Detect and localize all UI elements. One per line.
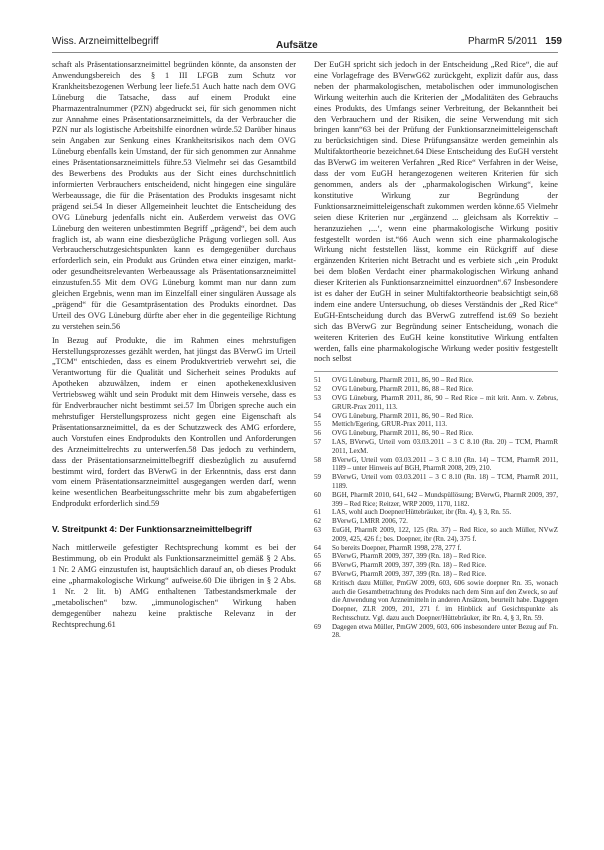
footnote-list: [314, 376, 558, 640]
footnote-text: LAS, wohl auch Doepner/Hüttebräuker, ibr (Rn. 4), § 3, Rn. 55.: [332, 508, 512, 517]
footnote-divider: [314, 371, 558, 372]
footnote-text: OVG Lüneburg, PharmR 2011, 86, 90 – Red Rice – mit krit. Anm. v. Zebrus, GRUR-Prax 2011, 113.: [332, 393, 558, 411]
footnote: [314, 623, 558, 641]
footnote-number: 52: [314, 385, 321, 394]
header-divider: [52, 52, 558, 53]
footnote-text: OVG Lüneburg, PharmR 2011, 86, 90 – Red Rice.: [332, 411, 474, 420]
footnote: [314, 429, 558, 438]
footnote: [314, 394, 558, 412]
body-paragraph: Nach mittlerweile gefestigter Rechtsprechung kommt es bei der Bestimmung, ob ein Produkt als Funktionsarzneimittel gemäß § 2 Abs. 1 Nr. 2 AMG einzustufen ist, hauptsächlich darauf an, ob dieses Produkt eine „pharmakologische Wirkung“ aufweise.60 Die übrigen in § 2 Abs. 1 Nr. 2 lit. b) AMG enthaltenen Tatbestandsmerkmale der „metabolischen“ bzw. „immunologischen“ Wirkung haben demgegenüber nahezu keine praktische Relevanz in der Rechtsprechung.61: [52, 543, 296, 629]
footnote-number: 51: [314, 376, 321, 385]
section-label: Aufsätze: [276, 40, 318, 51]
footnote: [314, 438, 558, 456]
footnote-number: 57: [314, 437, 321, 446]
footnote-number: 54: [314, 411, 321, 420]
footnote: [314, 544, 558, 553]
footnote-text: So bereits Doepner, PharmR 1998, 278, 277 f.: [332, 543, 462, 552]
footnote-text: BVerwG, Urteil vom 03.03.2011 – 3 C 8.10 (Rn. 18) – TCM, PharmR 2011, 1189.: [332, 473, 558, 490]
footnote-text: Dagegen etwa Müller, PmGW 2009, 603, 606 insbesondere unter Bezug auf Fn. 28.: [332, 622, 558, 640]
left-column: [52, 60, 296, 633]
footnote: [314, 552, 558, 561]
footnote-number: 69: [314, 622, 321, 631]
footnote: [314, 491, 558, 509]
footnote-text: OVG Lüneburg, PharmR 2011, 86, 88 – Red Rice.: [332, 385, 474, 394]
footnote: [314, 570, 558, 579]
footnote-text: Mettich/Egering, GRUR-Prax 2011, 113.: [332, 420, 447, 429]
issue-label: PharmR 5/2011: [468, 36, 538, 47]
footnote-text: BVerwG, LMRR 2006, 72.: [332, 517, 408, 526]
footnote-number: 56: [314, 429, 321, 438]
footnote-number: 65: [314, 552, 321, 561]
section-heading: V. Streitpunkt 4: Der Funktionsarzneimittelbegriff: [52, 524, 252, 535]
footnote-text: BVerwG, Urteil vom 03.03.2011 – 3 C 8.10 (Rn. 14) – TCM, PharmR 2011, 1189 – unter Hinweis auf BGH, PharmR 2008, 209, 210.: [332, 455, 558, 473]
footnote-number: 63: [314, 525, 321, 534]
footnote-text: BVerwG, PharmR 2009, 397, 399 (Rn. 18) – Red Rice.: [332, 569, 487, 578]
footnote-text: OVG Lüneburg, PharmR 2011, 86, 90 – Red Rice.: [332, 376, 474, 385]
footnote-number: 53: [314, 393, 321, 402]
footnote-text: Kritisch dazu Müller, PmGW 2009, 603, 606 sowie doepner Rn. 35, wonach auch die Gesamtbetrachtung des Produkts nach dem Sinn auf den Zweck, so auf die Anwendung von Arzneimitteln in anderen Ansätzen, beurteilt habe. Dagegen Doepner, ZLR 2009, 201, 271 f. im Hinblick auf Gesichtspunkte als Rechtsschutz. Vgl. dazu auch Doepner/Hüttebräuker, ibr Rn. 4, § 3, Rn. 59.: [332, 578, 558, 622]
footnote: [314, 517, 558, 526]
footnote-number: 58: [314, 455, 321, 464]
body-paragraph: schaft als Präsentationsarzneimittel begründen könnte, da ansonsten der Anwendungsbereich des § 1 III LFGB zum Schutz vor Krankheitsbezogenen Werbung leer liefe.51 Auch hatte nach dem OVG Lüneburg die Tatsache, dass auf einem Produkt eine Pharmazentralnummer (PZN) abgedruckt sei, für sich genommen nicht zur Annahme eines Präsentationsarzneimittels, da der Verbraucher die PZN nur als logistische Arbeitshilfe einordnen würde.52 Darüber hinaus sein Angaben zur Senkung eines Krankheitsrisikos nach dem OVG Lüneburg ebenfalls kein Umstand, der für sich genommen zur Annahme eines Präsentationsarzneimittels führe.53 Vielmehr sei das Gesamtbild des Bewerbens des Produkts aus der Sicht eines durchschnittlich informierten Verbrauchers entscheidend, nicht hingegen eine singuläre Werbeaussage, die für die Präsentation des Produkts insgesamt nicht prägend sei.54 In dieser Allgemeinheit leuchtet die Entscheidung des OVG Lüneburg jedenfalls nicht ein. Außerdem verweist das OVG Lüneburg den weiteren unbestimmten Begriff „prägend“, bei dem auch fraglich ist, ab wann eine diesbezügliche Prägung vorliegen soll. Aus Verbraucherschutzgesichtspunkten kann es demgegenüber durchaus erforderlich sein, ein Produkt aus Gründen etwa einer einzigen, markt- oder gesundheitsrelevanten Werbeaussage als Präsentationsarzneimittel einzustufen.55 Mit dem OVG Lüneburg kommt man nur dann zum gleichen Ergebnis, wenn man im Einzelfall einer singulären Aussage als „prägend“ für die Gesamtpräsentation des Produkts einordnet. Das Urteil des OVG Lüneburg dürfte aber eher in die gegenteilige Richtung zu verstehen sein.56: [52, 60, 296, 331]
footnote: [314, 526, 558, 544]
footnote-number: 68: [314, 578, 321, 587]
footnote-text: LAS, BVerwG, Urteil vom 03.03.2011 – 3 C 8.10 (Rn. 20) – TCM, PharmR 2011, LexM.: [332, 437, 558, 455]
footnote: [314, 561, 558, 570]
footnote-number: 64: [314, 543, 321, 552]
footnote: [314, 385, 558, 394]
issue-and-page: [468, 36, 562, 47]
footnote: [314, 420, 558, 429]
footnote: [314, 376, 558, 385]
footnote-number: 61: [314, 508, 321, 517]
footnote-number: 59: [314, 473, 321, 482]
footnote: [314, 508, 558, 517]
footnote: [314, 412, 558, 421]
footnote-text: BVerwG, PharmR 2009, 397, 399 (Rn. 18) – Red Rice.: [332, 552, 487, 561]
footnote-text: EuGH, PharmR 2009, 122, 125 (Rn. 37) – Red Rice, so auch Müller, NVwZ 2009, 425, 426 f.; bes. Doepner, ibr (Rn. 24), 375 f.: [332, 525, 558, 543]
footnote-text: BGH, PharmR 2010, 641, 642 – Mundspüllösung; BVerwG, PharmR 2009, 397, 399 – Red Rice; Reitzer, WRP 2009, 1170, 1182.: [332, 490, 558, 508]
page-number: 159: [545, 36, 562, 47]
footnote-number: 55: [314, 420, 321, 429]
footnote-text: BVerwG, PharmR 2009, 397, 399 (Rn. 18) – Red Rice.: [332, 561, 487, 570]
footnote-text: OVG Lüneburg, PharmR 2011, 86, 90 – Red Rice.: [332, 429, 474, 438]
footnote-number: 62: [314, 517, 321, 526]
footnote-number: 66: [314, 561, 321, 570]
footnote-number: 60: [314, 490, 321, 499]
body-paragraph: In Bezug auf Produkte, die im Rahmen eines mehrstufigen Herstellungsprozesses gezählt werden, hat jüngst das BVerwG im Urteil „TCM“ entschieden, dass es einem Produktvertrieb verwehrt sei, die Verantwortung für die Qualität und Sicherheit seines Produkts auf Apotheken abzuwälzen, indem er einen apothekenexklusiven Vertriebsweg wählt und sein Produkt mit dem Hinweis versehe, dass es für Endverbraucher nicht bestimmt sei.57 Im Übrigen spreche auch ein mehrstufiger Herstellungsprozess nicht gegen eine Eigenschaft als Präsentationsarzneimittel, da es der Schutzzweck des AMG erfordere, auch Vorstufen eines Endprodukts den Kontrollen und Anforderungen des Arzneimittelrechts zu unterwerfen.58 Das jedoch zu verhindern, dass der Präsentationsarzneimittelbegriff diesbezüglich zu ausufernd bestimmt wird, fordert das BVerwG in der Erkenntnis, dass erst dann vom einem Präsentationsarzneimittel ausgegangen werden darf, wenn keine wesentlichen Bearbeitungsschritte mehr bis zum abgabefertigen Endprodukt erforderlich sind.59: [52, 335, 296, 509]
footnote: [314, 456, 558, 474]
footnote: [314, 473, 558, 491]
body-paragraph: Der EuGH spricht sich jedoch in der Entscheidung „Red Rice“, die auf eine Vorlagefrage des BVerwG62 zurückgeht, explizit dafür aus, dass neben der pharmakologischen, metabolischen oder immunologischen Wirkung weiterhin auch die Kriterien der „Modalitäten des Gebrauchs eines Produkts, des Umfangs seiner Verbreitung, der Bekanntheit bei den Verbrauchern und der Risiken, die seine Verwendung mit sich bringen kann“63 bei der Prüfung der Funktionsarzneimitteleigenschaft zu berücksichtigen sind. Diese Prüfungsansätze werden gemeinhin als Multifaktortheorie bezeichnet.64 Diese Entscheidung des EuGH versteht das BVerwG im weiteren Verfahren „Red Rice“ Verfahren in der Weise, dass der vom EuGH herangezogenen weiteren Kriterien für sich genommen, anders als der „pharmakologischen Wirkung“, keine konstitutive Wirkung zur Begründung der Funktionsarzneimitteleigenschaft zukommen werden könne.65 Vielmehr seien diese Kriterien nur „ergänzend ... gleichsam als Korrektiv – heranzuziehen ‚...‘, wenn eine pharmakologische Wirkung positiv festgestellt worden ist.“66 Auch wenn sich eine pharmakologische Wirkung nicht feststellen lässt, komme ein Rückgriff auf diese ergänzenden Kriterien nicht Betracht und es verbiete sich „ein Produkt bei dem bloßen Verdacht einer pharmakologischen Wirkung anhand dieser Kriterien als Funktionsarzneimittel einzuordnen“.67 Insbesondere ist es daher der EuGH in seiner Multifaktortheorie beabsichtigt sein,68 indem eine andere Untersuchung, ob dieses Verständnis der „Red Rice“ EuGH-Entscheidung durch das BVerwG zutreffend ist.69 So bezieht sich das BVerwG zur Begründung seiner Entscheidung, wonach die weiteren Kriterien des EuGH keine konstitutive Wirkung entfalten werden, falls eine pharmakologische Wirkung weder positiv festgestellt noch selbst: [314, 60, 558, 364]
running-header-title: Wiss. Arzneimittelbegriff: [52, 36, 159, 47]
right-column: [314, 60, 558, 640]
footnote-number: 67: [314, 569, 321, 578]
footnote: [314, 579, 558, 623]
